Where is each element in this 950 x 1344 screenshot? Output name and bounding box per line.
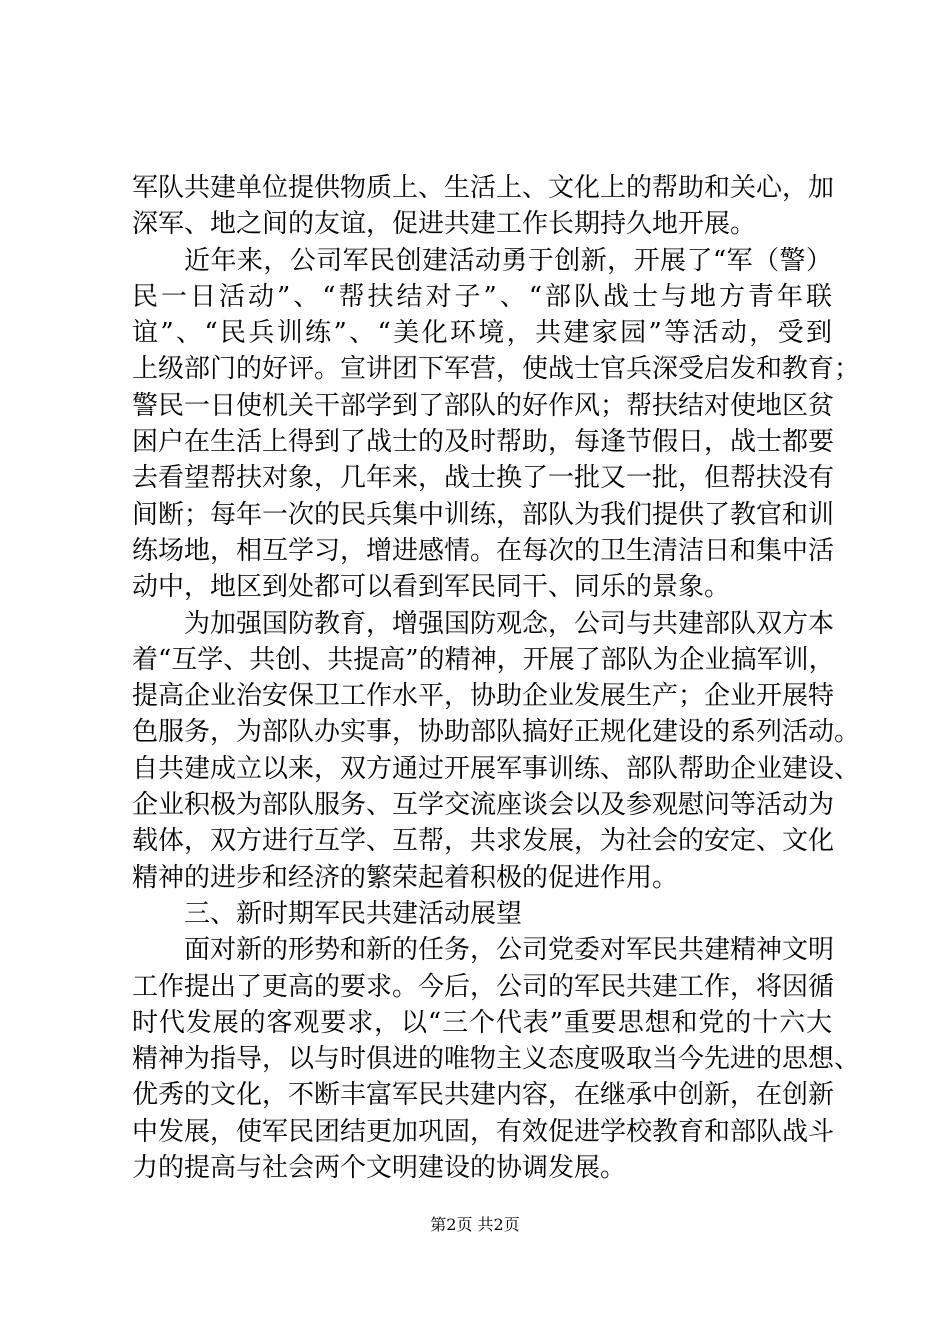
text-line: 中发展，使军民团结更加巩固，有效促进学校教育和部队战斗 [132,1116,835,1147]
text-line: 力的提高与社会两个文明建设的协调发展。 [132,1153,627,1184]
text-line: 面对新的形势和新的任务，公司党委对军民共建精神文明 [184,935,835,966]
text-line: 动中，地区到处都可以看到军民同干、同乐的景象。 [132,572,731,603]
text-line: 企业积极为部队服务、互学交流座谈会以及参观慰问等活动为 [132,790,835,821]
text-line: 军队共建单位提供物质上、生活上、文化上的帮助和关心，加 [132,173,835,203]
text-line: 色服务，为部队办实事，协助部队搞好正规化建设的系列活动。 [132,717,861,748]
text-line: 时代发展的客观要求，以“三个代表”重要思想和党的十六大 [132,1007,832,1038]
text-line: 为加强国防教育，增强国防观念，公司与共建部队双方本 [184,608,835,639]
page-number: 第2页 共2页 [430,1215,520,1234]
body-text [132,170,861,1186]
text-line: 练场地，相互学习，增进感情。在每次的卫生清洁日和集中活 [132,535,835,566]
text-line: 近年来，公司军民创建活动勇于创新，开展了“军（警） [184,245,832,276]
text-line: 谊”、“民兵训练”、“美化环境，共建家园”等活动，受到 [132,318,832,349]
text-line: 载体，双方进行互学、互帮，共求发展，为社会的安定、文化 [132,826,835,857]
text-line: 工作提出了更高的要求。今后，公司的军民共建工作，将因循 [132,971,835,1002]
text-line: 精神的进步和经济的繁荣起着积极的促进作用。 [132,862,679,893]
text-line: 提高企业治安保卫工作水平，协助企业发展生产；企业开展特 [132,681,835,712]
text-line: 警民一日使机关干部学到了部队的好作风；帮扶结对使地区贫 [132,390,835,421]
text-line: 上级部门的好评。宣讲团下军营，使战士官兵深受启发和教育； [132,354,861,385]
text-line: 精神为指导，以与时俱进的唯物主义态度吸取当今先进的思想、 [132,1044,861,1075]
text-line: 困户在生活上得到了战士的及时帮助，每逢节假日，战士都要 [132,427,835,458]
section-heading: 三、新时期军民共建活动展望 [184,898,523,929]
text-line: 去看望帮扶对象，几年来，战士换了一批又一批，但帮扶没有 [132,463,835,494]
text-line: 着“互学、共创、共提高”的精神，开展了部队为企业搞军训， [132,644,835,675]
text-line: 优秀的文化，不断丰富军民共建内容，在继承中创新，在创新 [132,1080,835,1111]
text-line: 民一日活动”、“帮扶结对子”、“部队战士与地方青年联 [132,281,832,312]
text-line: 自共建成立以来，双方通过开展军事训练、部队帮助企业建设、 [132,753,861,784]
text-line: 深军、地之间的友谊，促进共建工作长期持久地开展。 [132,209,757,240]
text-line: 间断；每年一次的民兵集中训练，部队为我们提供了教官和训 [132,499,835,530]
